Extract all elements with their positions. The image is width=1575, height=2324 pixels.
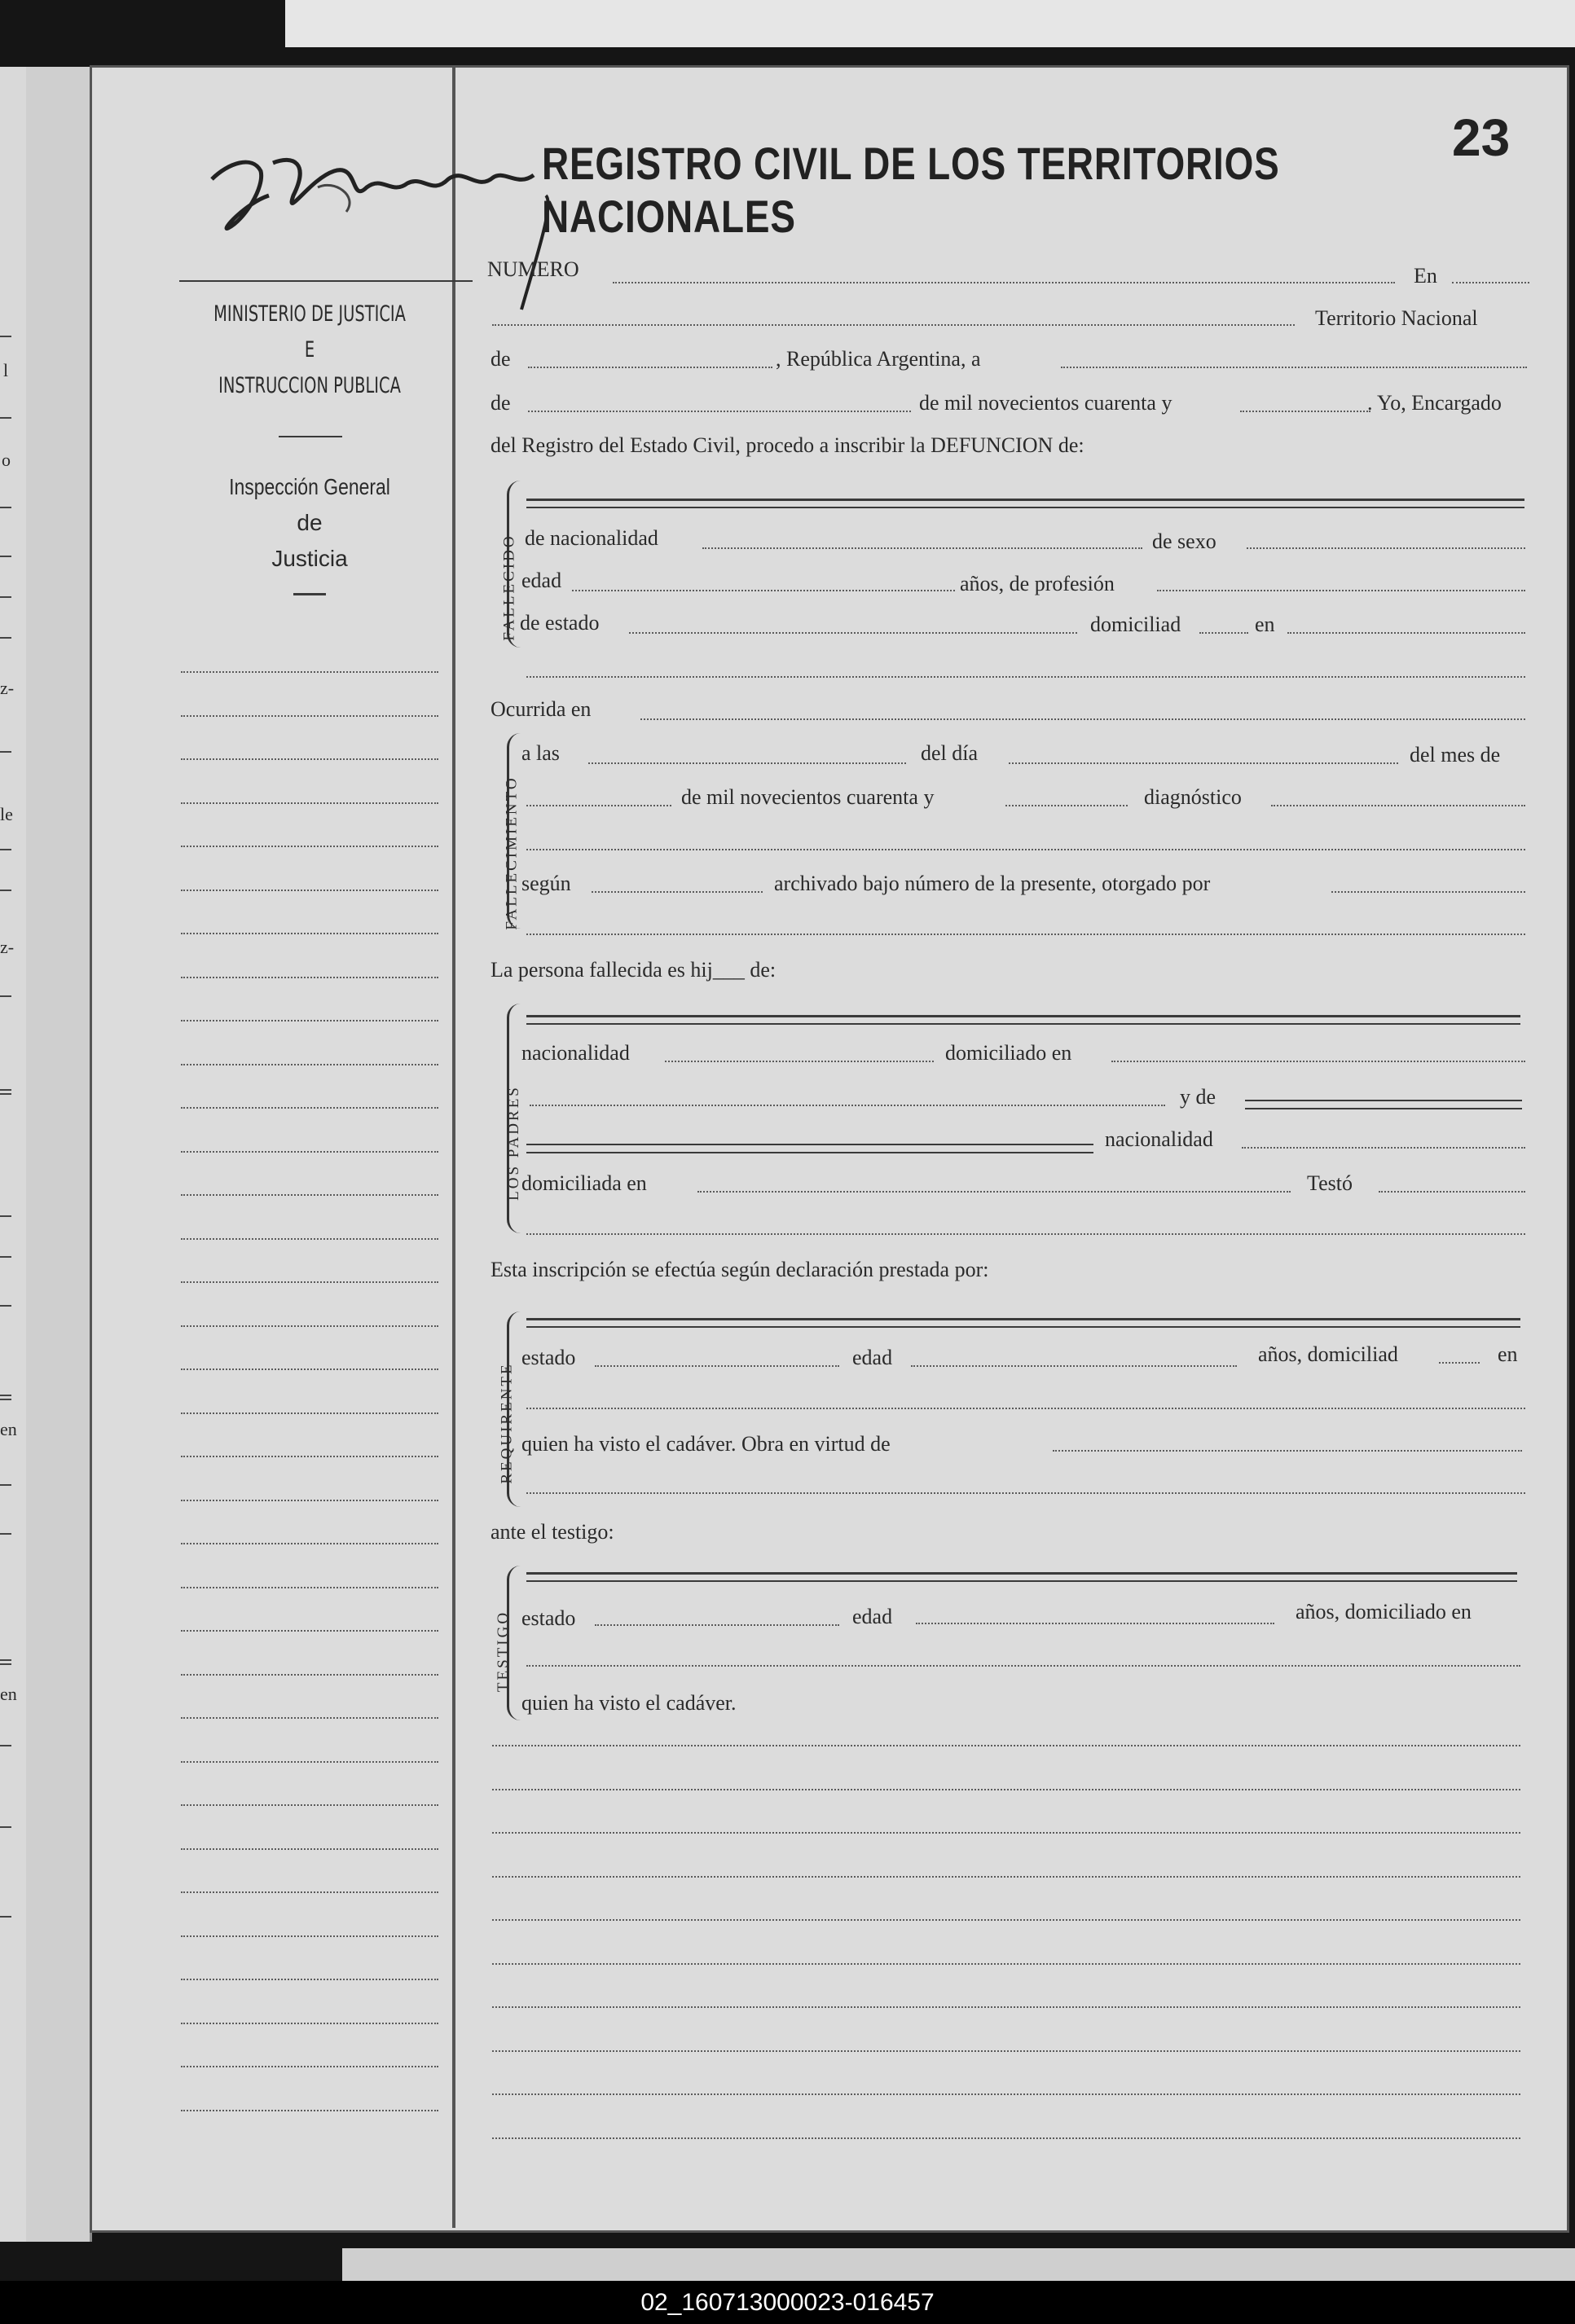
- field-diagnostico[interactable]: [1271, 805, 1525, 806]
- label-del-mes: del mes de: [1410, 743, 1501, 767]
- prev-page-fragment: le: [0, 804, 13, 824]
- ruled-line: [181, 1804, 438, 1806]
- ministry-line: INSTRUCCION PUBLICA: [218, 373, 401, 398]
- ruled-line: [181, 1020, 438, 1021]
- divider: [279, 436, 342, 437]
- field-nombre-madre[interactable]: [1245, 1100, 1522, 1101]
- label-de: de: [491, 347, 511, 371]
- ruled-line: [181, 1587, 438, 1588]
- divider: [179, 280, 473, 282]
- intro-text: del Registro del Estado Civil, procedo a inscribir la DEFUNCION de:: [491, 433, 1084, 457]
- ruled-line: [492, 1919, 1520, 1921]
- field-obra-en-virtud[interactable]: [1053, 1450, 1522, 1452]
- field-testo[interactable]: [1379, 1191, 1525, 1193]
- ministry-line: E: [304, 337, 315, 362]
- field-nombre-requirente-underline: [526, 1326, 1520, 1328]
- side-label-requirente: REQUIRENTE: [498, 1362, 516, 1484]
- field-territorio[interactable]: [492, 324, 1295, 326]
- label-diagnostico: diagnóstico: [1144, 785, 1242, 809]
- inspection-line: de: [297, 510, 323, 535]
- prev-page-fragment: l: [3, 360, 9, 380]
- field-nombre-madre-2[interactable]: [526, 1144, 1093, 1145]
- ruled-line: [181, 1238, 438, 1240]
- label-en: En: [1414, 264, 1437, 288]
- label-numero: NUMERO: [487, 257, 579, 281]
- ruled-line: [181, 1761, 438, 1763]
- label-archivado: archivado bajo número de la presente, otorgado por: [774, 872, 1211, 895]
- prev-page-fragment: z-: [0, 678, 15, 698]
- ruled-line: [492, 1876, 1520, 1878]
- field-otorgado-por[interactable]: [1331, 891, 1525, 893]
- ruled-line: [492, 1745, 1520, 1746]
- ruled-line: [181, 1107, 438, 1109]
- field-sexo[interactable]: [1247, 547, 1525, 549]
- field-nacionalidad[interactable]: [702, 547, 1142, 549]
- field-a[interactable]: [1061, 367, 1527, 368]
- ruled-line: [181, 1891, 438, 1893]
- field-domicilio[interactable]: [1287, 632, 1525, 634]
- label-domiciliada-en: domiciliada en: [521, 1171, 647, 1195]
- ruled-line: [181, 846, 438, 847]
- field-domiciliad-suffix[interactable]: [1199, 632, 1248, 634]
- top-strip: [285, 0, 1575, 47]
- field-edad[interactable]: [572, 590, 955, 591]
- side-label-padres: LOS PADRES: [504, 1085, 522, 1201]
- ruled-line: [181, 1281, 438, 1283]
- ruled-line: [181, 1412, 438, 1414]
- ruled-line: [181, 1717, 438, 1719]
- ruled-line: [181, 1368, 438, 1370]
- ruled-line: [181, 2023, 438, 2024]
- field-hora[interactable]: [588, 762, 906, 764]
- label-de-2: de: [491, 391, 511, 415]
- side-label-testigo: TESTIGO: [495, 1610, 513, 1693]
- prev-page-fragment: o: [2, 450, 11, 470]
- inspection-line: Inspección General: [229, 474, 390, 499]
- field-nombre-testigo[interactable]: [526, 1572, 1517, 1575]
- label-anos-domiciliad-req: años, domiciliad: [1258, 1342, 1398, 1366]
- ruled-line: [181, 1064, 438, 1065]
- field-estado-test[interactable]: [595, 1624, 839, 1626]
- ruled-line: [181, 977, 438, 978]
- label-a-las: a las: [521, 741, 560, 765]
- field-nacionalidad-madre[interactable]: [1242, 1147, 1525, 1149]
- page-title: REGISTRO CIVIL DE LOS TERRITORIOS NACIONALES: [542, 138, 1280, 242]
- ruled-line: [181, 890, 438, 891]
- field-estado[interactable]: [629, 632, 1077, 634]
- label-estado-req: estado: [521, 1346, 576, 1369]
- ruled-line: [181, 802, 438, 804]
- side-label-fallecimiento: FALLECIMIENTO: [503, 775, 521, 930]
- label-edad-test: edad: [852, 1605, 893, 1628]
- ruled-line: [492, 2137, 1520, 2139]
- field-domicilio-padre-2[interactable]: [530, 1105, 1165, 1106]
- field-profesion[interactable]: [1157, 590, 1525, 591]
- label-esta-inscripcion: Esta inscripción se efectúa según declaración prestada por:: [491, 1258, 989, 1281]
- ruled-line: [181, 1935, 438, 1937]
- field-domicilio-req[interactable]: [526, 1408, 1525, 1409]
- label-republica: , República Argentina, a: [776, 347, 981, 371]
- prev-page-fragment: en: [0, 1684, 17, 1704]
- prev-page-fragment: z-: [0, 937, 15, 957]
- field-domiciliad-suffix-req[interactable]: [1439, 1362, 1480, 1364]
- field-diagnostico-2[interactable]: [526, 849, 1525, 850]
- label-en-req: en: [1498, 1342, 1518, 1366]
- field-de[interactable]: [528, 367, 772, 368]
- field-edad-test[interactable]: [916, 1623, 1274, 1624]
- label-nacionalidad: de nacionalidad: [525, 526, 658, 550]
- label-en-domicilio: en: [1255, 613, 1275, 636]
- ruled-line: [181, 671, 438, 673]
- field-obra-2[interactable]: [526, 1492, 1525, 1494]
- field-nombre-requirente[interactable]: [526, 1318, 1520, 1320]
- inspection-line: Justicia: [271, 546, 348, 571]
- ruled-line: [181, 1194, 438, 1196]
- field-edad-req[interactable]: [911, 1365, 1237, 1367]
- ruled-line: [181, 715, 438, 717]
- ruled-line: [181, 2110, 438, 2111]
- field-domicilio-test[interactable]: [526, 1665, 1520, 1667]
- label-estado-test: estado: [521, 1606, 576, 1630]
- bottom-strip: [342, 2248, 1575, 2281]
- field-domicilio-madre[interactable]: [697, 1191, 1291, 1193]
- ruled-line: [492, 1789, 1520, 1790]
- ruled-line: [181, 2066, 438, 2067]
- ruled-line: [492, 2050, 1520, 2052]
- ruled-line: [492, 2006, 1520, 2008]
- ruled-line: [181, 1674, 438, 1676]
- label-quien-test: quien ha visto el cadáver.: [521, 1691, 737, 1715]
- ruled-line: [181, 1848, 438, 1850]
- field-anio[interactable]: [1240, 411, 1370, 412]
- field-dia[interactable]: [1009, 762, 1398, 764]
- ruled-line: [181, 758, 438, 760]
- divider: [293, 593, 326, 595]
- label-ante-testigo: ante el testigo:: [491, 1520, 614, 1544]
- label-mil-novecientos: de mil novecientos cuarenta y: [919, 391, 1172, 415]
- label-del-dia: del día: [921, 741, 979, 765]
- field-numero[interactable]: [613, 282, 1395, 283]
- field-anio-2[interactable]: [1005, 805, 1128, 806]
- label-sexo: de sexo: [1152, 529, 1216, 553]
- ruled-line: [181, 1500, 438, 1501]
- field-domicilio-padre[interactable]: [1111, 1061, 1525, 1062]
- label-mil-novecientos-2: de mil novecientos cuarenta y: [681, 785, 935, 809]
- field-estado-req[interactable]: [595, 1365, 839, 1367]
- field-domicilio-2[interactable]: [526, 676, 1525, 678]
- page-gap: [26, 67, 92, 2242]
- field-nombre-underline: [526, 507, 1524, 508]
- label-territorio: Territorio Nacional: [1315, 306, 1478, 330]
- ruled-line: [181, 1979, 438, 1980]
- label-ocurrida-en: Ocurrida en: [491, 697, 592, 721]
- ruled-line: [492, 2093, 1520, 2095]
- label-anos-domiciliado-test: años, domiciliado en: [1296, 1600, 1472, 1623]
- ruled-line: [181, 933, 438, 934]
- field-nombre-padre-underline: [526, 1023, 1520, 1025]
- field-nacionalidad-padre[interactable]: [665, 1061, 934, 1062]
- ruled-line: [181, 1456, 438, 1457]
- ministry-line: MINISTERIO DE JUSTICIA: [213, 301, 406, 327]
- field-otorgado-2[interactable]: [526, 934, 1525, 935]
- ruled-line: [181, 1325, 438, 1327]
- label-yo-encargado: . Yo, Encargado: [1367, 391, 1502, 415]
- field-segun[interactable]: [592, 891, 763, 893]
- field-nombre-madre-2-underline: [526, 1152, 1093, 1153]
- ruled-line: [492, 1963, 1520, 1965]
- field-de-2[interactable]: [528, 411, 911, 412]
- label-nacionalidad-padre: nacionalidad: [521, 1041, 630, 1065]
- ruled-line: [181, 1630, 438, 1632]
- field-nombre-fallecido[interactable]: [526, 499, 1524, 501]
- ruled-line: [181, 1543, 438, 1544]
- label-edad-req: edad: [852, 1346, 893, 1369]
- field-en[interactable]: [1452, 282, 1529, 283]
- label-persona-fallecida: La persona fallecida es hij___ de:: [491, 958, 777, 982]
- label-domiciliad: domiciliad: [1090, 613, 1181, 636]
- label-edad: edad: [521, 569, 562, 592]
- label-estado: de estado: [520, 611, 600, 635]
- side-label-fallecido: FALLECIDO: [500, 534, 518, 641]
- field-nombre-testigo-underline: [526, 1580, 1517, 1582]
- field-mes[interactable]: [526, 805, 671, 806]
- prev-page-fragment: en: [0, 1419, 17, 1439]
- field-ocurrida-en[interactable]: [640, 718, 1525, 720]
- label-nacionalidad-madre: nacionalidad: [1105, 1127, 1213, 1151]
- label-segun: según: [521, 872, 571, 895]
- field-nombre-madre-underline: [1245, 1108, 1522, 1109]
- label-quien-obra: quien ha visto el cadáver. Obra en virtud de: [521, 1432, 891, 1456]
- image-caption: 02_160713000023-016457: [0, 2281, 1575, 2324]
- label-y-de: y de: [1180, 1085, 1216, 1109]
- field-padres-extra[interactable]: [526, 1233, 1525, 1235]
- previous-page-edge: [0, 67, 26, 2242]
- field-nombre-padre[interactable]: [526, 1015, 1520, 1017]
- label-anos-profesion: años, de profesión: [960, 572, 1115, 595]
- label-domiciliado-en: domiciliado en: [945, 1041, 1072, 1065]
- ruled-line: [181, 1151, 438, 1153]
- label-testo: Testó: [1307, 1171, 1353, 1195]
- page-number: 23: [1452, 108, 1511, 167]
- ruled-line: [492, 1832, 1520, 1834]
